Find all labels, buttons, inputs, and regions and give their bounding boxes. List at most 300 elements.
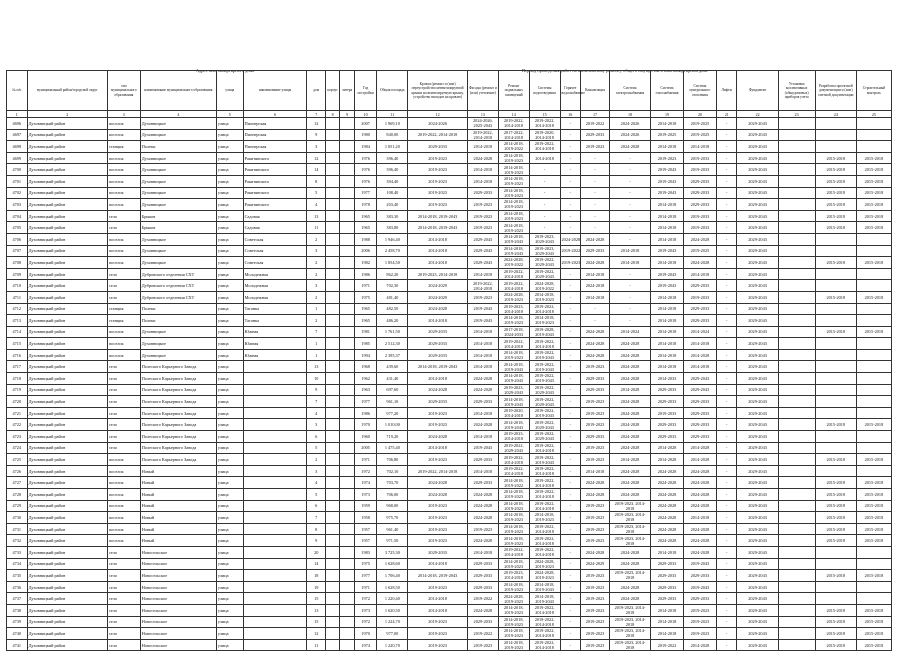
table-cell: 2029-2043 [737, 489, 778, 501]
table-cell: Духовницкий район [27, 141, 107, 153]
table-cell: - [560, 500, 581, 512]
table-cell: 2014-2018 [651, 199, 684, 211]
table-cell: - [560, 628, 581, 640]
table-row [7, 326, 892, 338]
table-row [7, 129, 892, 141]
table-cell: 2014-2028 [609, 384, 650, 396]
table-cell: 2019-2023 [581, 442, 610, 454]
table-cell: 2024-2026 [609, 129, 650, 141]
column-number: 5 [216, 111, 243, 118]
table-cell: - [716, 152, 737, 164]
table-cell: 2019-2023 [408, 616, 468, 628]
table-cell: 2014-2018, 2019-2023 [529, 315, 560, 327]
table-cell: - [581, 210, 610, 222]
table-cell [340, 268, 354, 280]
table-cell: 2019-2023 [408, 407, 468, 419]
table-cell: - [560, 384, 581, 396]
table-cell: 2014-2018, 2019-2023 [498, 187, 529, 199]
table-cell [325, 558, 339, 570]
column-number: 10 [354, 111, 377, 118]
table-cell: поселок [107, 500, 140, 512]
table-cell: улица [216, 570, 243, 582]
table-cell: село [107, 558, 140, 570]
table-cell: 2019-2023 [408, 523, 468, 535]
table-cell: 2015-2018 [856, 523, 891, 535]
table-cell: Духовницкое [140, 349, 216, 361]
table-cell [815, 396, 856, 408]
table-cell: 1 620,50 [377, 604, 408, 616]
table-cell: 4739 [7, 616, 28, 628]
table-cell [340, 257, 354, 269]
table-cell: улица [216, 245, 243, 257]
table-cell: 2014-2018, 2019-2023 [498, 175, 529, 187]
table-cell: 1 [307, 338, 326, 350]
table-cell: 2019-2023 [408, 187, 468, 199]
table-row [7, 396, 892, 408]
column-number: 2 [27, 111, 107, 118]
table-cell: 2029-2043 [683, 384, 716, 396]
table-cell: 2029-2043 [737, 546, 778, 558]
table-cell [778, 338, 815, 350]
table-cell: 2014-2018 [683, 512, 716, 524]
table-cell: 4717 [7, 361, 28, 373]
table-cell: - [529, 210, 560, 222]
table-cell [778, 257, 815, 269]
table-cell: 2019-2043 [651, 268, 684, 280]
table-cell: 2 [307, 268, 326, 280]
table-cell: 2019-2023, 2014-2018 [609, 616, 650, 628]
table-cell [325, 489, 339, 501]
table-cell: Духовницкое [140, 245, 216, 257]
table-cell: Духовницкий район [27, 373, 107, 385]
table-cell: 2024-2028 [467, 419, 498, 431]
table-cell [325, 431, 339, 443]
table-cell [325, 349, 339, 361]
table-cell [243, 407, 307, 419]
table-cell: 2019-2023 [581, 535, 610, 547]
table-cell [778, 118, 815, 130]
address-group-title: Адрес многоквартирного дома [195, 68, 255, 73]
table-cell [243, 570, 307, 582]
table-cell: 2015-2018 [815, 570, 856, 582]
table-cell: 2014-2018, 2019-2023 [498, 639, 529, 651]
column-number: 13 [467, 111, 498, 118]
table-cell: Дубровского отделения СХТ [140, 291, 216, 303]
table-cell: 2005 [354, 442, 377, 454]
table-cell: 4732 [7, 535, 28, 547]
table-cell: - [716, 164, 737, 176]
table-cell: 2024-2026, 2025-2043 [467, 118, 498, 130]
table-cell: Ракитянского [243, 187, 307, 199]
table-cell: 2024-2028 [467, 373, 498, 385]
table-cell: 2024-2026 [609, 118, 650, 130]
table-cell: 2015-2018 [815, 210, 856, 222]
table-cell: 2019-2020, 2014-2018 [529, 129, 560, 141]
table-cell [815, 558, 856, 570]
table-cell: 1 628,50 [377, 581, 408, 593]
table-cell: 2024-2028 [560, 233, 581, 245]
table-cell: - [716, 118, 737, 130]
table-cell: 2014-2018 [408, 604, 468, 616]
table-cell: 2019-2022, 2014-2018 [529, 604, 560, 616]
table-cell: 2029-2033 [581, 129, 610, 141]
table-cell: - [560, 280, 581, 292]
table-cell: 2029-2033 [683, 407, 716, 419]
table-cell: 2015-2018 [815, 164, 856, 176]
table-cell [325, 639, 339, 651]
table-cell: 2024-2028 [651, 500, 684, 512]
table-cell: 2024-2029 [581, 558, 610, 570]
table-cell: Молодежная [243, 280, 307, 292]
table-cell: Духовницкий район [27, 628, 107, 640]
table-cell: 2015-2018 [856, 489, 891, 501]
table-cell: 2019-2023, 2014-2018 [498, 431, 529, 443]
table-cell: - [716, 291, 737, 303]
table-cell: 975,70 [377, 512, 408, 524]
table-cell: 4701 [7, 175, 28, 187]
table-cell: 2029-2043 [737, 118, 778, 130]
table-cell [325, 581, 339, 593]
table-cell [340, 535, 354, 547]
table-cell: 2015-2018 [856, 419, 891, 431]
table-cell: Новый [140, 500, 216, 512]
table-cell: 4 [307, 477, 326, 489]
table-row [7, 315, 892, 327]
table-cell: 1988 [354, 233, 377, 245]
table-cell: 2029-2033 [683, 570, 716, 582]
table-cell: 2019-2043 [683, 581, 716, 593]
table-cell: 2006 [354, 245, 377, 257]
table-cell: 1 628,60 [377, 558, 408, 570]
column-header: наименование муниципального образования [140, 71, 216, 111]
table-row [7, 477, 892, 489]
table-cell [325, 141, 339, 153]
table-cell: 2 458,70 [377, 245, 408, 257]
table-cell: 702,10 [377, 465, 408, 477]
table-cell: - [581, 152, 610, 164]
table-cell: улица [216, 523, 243, 535]
table-cell: 2019-2023 [560, 257, 581, 269]
table-row [7, 500, 892, 512]
table-cell [340, 291, 354, 303]
table-cell [340, 280, 354, 292]
table-cell: 2014-2018 [581, 268, 610, 280]
table-cell: - [560, 442, 581, 454]
table-cell [325, 245, 339, 257]
table-cell: 2014-2028 [651, 454, 684, 466]
table-cell: 2014-2018 [651, 604, 684, 616]
table-cell: 2019-2028, 2019-2043 [529, 326, 560, 338]
table-cell: 2029-2033 [467, 558, 498, 570]
table-cell: - [560, 152, 581, 164]
table-cell: Духовницкий район [27, 222, 107, 234]
table-cell: 1965 [354, 303, 377, 315]
table-cell [815, 338, 856, 350]
table-cell: Советская [243, 245, 307, 257]
table-cell: Молодежная [243, 291, 307, 303]
table-cell: Духовницкий район [27, 558, 107, 570]
table-cell [778, 233, 815, 245]
table-cell: 2019-2025 [651, 129, 684, 141]
table-cell: 4734 [7, 558, 28, 570]
table-cell: Духовницкий район [27, 593, 107, 605]
table-cell: село [107, 546, 140, 558]
table-cell: 2024-2028 [609, 546, 650, 558]
table-cell: 1975 [354, 291, 377, 303]
table-cell: 2019-2023 [581, 500, 610, 512]
table-cell: 2024-2028 [408, 303, 468, 315]
table-cell: 2014-2018 [651, 546, 684, 558]
table-cell: 2014-2018 [467, 141, 498, 153]
table-cell: 2019-2023, 2014-2018 [609, 604, 650, 616]
table-cell: 2015-2018 [815, 175, 856, 187]
table-cell: 2029-2043 [737, 315, 778, 327]
column-number: 9 [340, 111, 354, 118]
table-cell: 2014-2018, 2019-2023 [498, 616, 529, 628]
table-cell: 2014-2018 [683, 361, 716, 373]
table-cell: 15 [307, 593, 326, 605]
table-cell: 2029-2043 [737, 570, 778, 582]
column-header: тип муниципального образования [107, 71, 140, 111]
table-cell: Духовницкое [140, 129, 216, 141]
table-cell: 2014-2018, 2019-2023 [498, 210, 529, 222]
table-cell: - [560, 477, 581, 489]
table-cell: село [107, 384, 140, 396]
table-cell: 2014-2018, 2019-2023 [529, 291, 560, 303]
table-cell: 2019-2023, 2014-2018 [498, 303, 529, 315]
table-cell [778, 141, 815, 153]
table-cell: 2015-2018 [815, 454, 856, 466]
table-cell: 2024-2028 [467, 152, 498, 164]
table-cell [856, 581, 891, 593]
table-cell: 4705 [7, 222, 28, 234]
table-cell: 2014-2018 [467, 268, 498, 280]
table-cell: 2015-2018 [815, 326, 856, 338]
table-cell: 2019-2023 [581, 361, 610, 373]
table-cell [325, 407, 339, 419]
table-cell: улица [216, 268, 243, 280]
table-cell [856, 118, 891, 130]
table-cell [778, 303, 815, 315]
table-cell: Духовницкий район [27, 303, 107, 315]
table-cell [340, 303, 354, 315]
table-row [7, 118, 892, 130]
table-cell: Духовницкое [140, 326, 216, 338]
table-cell: 2019-2022, 2029-2043 [529, 431, 560, 443]
table-cell: 2019-2023, 2029-2043 [529, 233, 560, 245]
table-cell [856, 431, 891, 443]
table-cell: 1 [307, 303, 326, 315]
table-cell: 1977 [354, 570, 377, 582]
table-cell: 2014-2018 [467, 164, 498, 176]
table-cell: - [716, 465, 737, 477]
table-cell: 2019-2023 [467, 222, 498, 234]
table-cell: улица [216, 129, 243, 141]
table-cell: улица [216, 315, 243, 327]
table-cell: 2014-2018 [651, 628, 684, 640]
table-row [7, 152, 892, 164]
table-cell [778, 489, 815, 501]
table-cell: - [560, 303, 581, 315]
table-cell: 2019-2022, 2029-2043 [529, 396, 560, 408]
table-cell: 2029-2033 [467, 477, 498, 489]
table-cell: Духовницкий район [27, 639, 107, 651]
table-cell: Южная [243, 349, 307, 361]
table-cell: 2 [307, 233, 326, 245]
table-cell: - [581, 199, 610, 211]
table-cell: 2029-2033 [467, 581, 498, 593]
table-cell: 2015-2018 [856, 535, 891, 547]
table-cell: 2029-2033 [651, 384, 684, 396]
table-cell: Духовницкий район [27, 164, 107, 176]
table-cell: Полеского Карьерного Завода [140, 407, 216, 419]
table-cell: Садовая [243, 222, 307, 234]
table-cell [325, 384, 339, 396]
column-number: 4 [140, 111, 216, 118]
table-cell: 1970 [354, 628, 377, 640]
table-cell [778, 129, 815, 141]
column-header: Канализация [581, 71, 610, 111]
table-cell: 2019-2023 [581, 523, 610, 535]
table-cell [856, 280, 891, 292]
table-row [7, 245, 892, 257]
table-cell: 2014-2018 [651, 616, 684, 628]
table-cell: 2024-2028 [609, 558, 650, 570]
table-cell: 2029-2033 [408, 349, 468, 361]
table-cell: 1 475,40 [377, 442, 408, 454]
table-cell: 20 [307, 546, 326, 558]
table-cell [325, 222, 339, 234]
table-cell: 2029-2033 [651, 558, 684, 570]
table-cell: - [716, 628, 737, 640]
table-cell: 2019-2022, 2029-2043 [529, 268, 560, 280]
table-cell: 2015-2018 [815, 489, 856, 501]
table-cell: 4725 [7, 454, 28, 466]
table-cell: Полеского Карьерного Завода [140, 419, 216, 431]
table-cell: 2029-2043 [737, 523, 778, 535]
column-number: 3 [107, 111, 140, 118]
table-cell: Духовницкий район [27, 349, 107, 361]
table-cell: улица [216, 303, 243, 315]
table-cell: 2029-2033 [651, 570, 684, 582]
table-cell [340, 628, 354, 640]
table-row [7, 489, 892, 501]
table-cell: станция [107, 141, 140, 153]
table-cell: Духовницкий район [27, 245, 107, 257]
table-cell: 2029-2043 [737, 477, 778, 489]
table-cell: поселок [107, 535, 140, 547]
table-cell: 2024-2028 [683, 465, 716, 477]
table-cell: улица [216, 222, 243, 234]
table-cell [340, 245, 354, 257]
table-cell: 2014-2018 [467, 465, 498, 477]
table-row [7, 384, 892, 396]
table-cell: - [529, 222, 560, 234]
table-cell: - [716, 512, 737, 524]
table-cell: 2029-2043 [467, 245, 498, 257]
table-cell: 2014-2024 [609, 326, 650, 338]
table-cell: 2029-2043 [737, 442, 778, 454]
table-cell: - [716, 616, 737, 628]
table-cell [325, 326, 339, 338]
table-cell [340, 500, 354, 512]
table-cell [340, 431, 354, 443]
table-cell: 1970 [354, 419, 377, 431]
table-cell: 2014-2018 [651, 349, 684, 361]
table-cell: улица [216, 512, 243, 524]
table-cell: Ракитянского [243, 199, 307, 211]
table-cell: 8 [307, 523, 326, 535]
table-cell: Молодежная [243, 268, 307, 280]
table-cell: село [107, 628, 140, 640]
table-cell: село [107, 361, 140, 373]
table-cell: 2014-2018, 2019-2043 [498, 419, 529, 431]
table-cell: улица [216, 187, 243, 199]
column-number: 25 [856, 111, 891, 118]
table-cell: 2019-2023, 2014-2018 [609, 523, 650, 535]
table-cell: Духовницкий район [27, 454, 107, 466]
table-cell: - [581, 187, 610, 199]
table-cell [325, 373, 339, 385]
table-cell [340, 187, 354, 199]
table-cell: 2029-2043 [737, 245, 778, 257]
table-cell: 1 854,50 [377, 257, 408, 269]
table-cell: 2019-2023, 2014-2018 [408, 268, 468, 280]
table-cell: 2029-2033 [651, 396, 684, 408]
table-cell: улица [216, 373, 243, 385]
column-header: Год постройки [354, 71, 377, 111]
table-cell: поселок [107, 129, 140, 141]
table-cell: 2014-2018 [467, 175, 498, 187]
table-cell [325, 442, 339, 454]
table-cell [815, 442, 856, 454]
table-cell: 2019-2022, 2014-2018 [498, 338, 529, 350]
table-cell: 4723 [7, 431, 28, 443]
table-cell: 4733 [7, 546, 28, 558]
table-cell: 2024-2028 [581, 326, 610, 338]
table-cell: 2014-2018 [408, 442, 468, 454]
table-cell: поселок [107, 118, 140, 130]
table-cell: 1 224,70 [377, 616, 408, 628]
table-cell: 6 [307, 500, 326, 512]
table-cell: Духовницкое [140, 164, 216, 176]
table-cell: 2014-2018, 2019-2023 [498, 535, 529, 547]
table-cell: 1968 [354, 361, 377, 373]
table-cell: 2019-2043 [651, 187, 684, 199]
table-cell [815, 349, 856, 361]
table-cell: 2029-2033 [683, 303, 716, 315]
table-cell: станция [107, 315, 140, 327]
table-cell: улица [216, 581, 243, 593]
table-cell: 2024-2028 [467, 512, 498, 524]
table-cell: 2029-2033 [408, 396, 468, 408]
table-cell: 4709 [7, 268, 28, 280]
column-number: 23 [778, 111, 815, 118]
table-cell: улица [216, 500, 243, 512]
table-cell: 2024-2028, 2019-2022 [498, 257, 529, 269]
table-cell: 2029-2033 [467, 187, 498, 199]
table-cell: 9 [307, 384, 326, 396]
table-cell: 2019-2023 [408, 512, 468, 524]
table-cell: - [560, 454, 581, 466]
table-cell: 4737 [7, 593, 28, 605]
table-cell: 4741 [7, 639, 28, 651]
table-row [7, 280, 892, 292]
table-cell: улица [216, 454, 243, 466]
table-cell: поселок [107, 338, 140, 350]
table-cell: 2024-2028 [651, 535, 684, 547]
table-cell: - [716, 558, 737, 570]
